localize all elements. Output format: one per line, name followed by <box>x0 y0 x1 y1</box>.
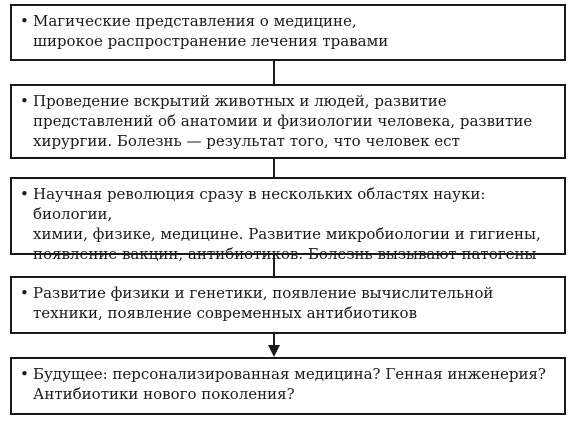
stage-box-scientific-revolution <box>10 177 566 263</box>
stage-box-future <box>10 357 566 415</box>
stage-text: Будущее: персонализированная медицина? Генная инженерия? Антибиотики нового поколения? <box>33 365 546 403</box>
arrow-head-down <box>268 345 280 357</box>
bullet-marker: • <box>20 12 29 30</box>
stage-text: Развитие физики и генетики, появление вычислительной техники, появление современных антибиотиков <box>33 284 494 322</box>
stage-text: Магические представления о медицине, широкое распространение лечения травами <box>33 12 389 50</box>
bullet-marker: • <box>20 284 29 302</box>
stage-text: Проведение вскрытий животных и людей, развитие представлений об анатомии и физиологии человека, развитие хирургии. Болезнь — результат того, что человек ест <box>33 92 533 150</box>
stage-box-anatomy-surgery <box>10 84 566 159</box>
bullet-marker: • <box>20 185 29 203</box>
stage-box-magic-medicine <box>10 4 566 61</box>
stage-box-physics-genetics <box>10 276 566 334</box>
stage-text: Научная революция сразу в нескольких областях науки: биологии, химии, физике, медицине. Развитие микробиологии и гигиены, появление вакцин, антибиотиков. Болезнь вызывают патогены <box>33 185 541 263</box>
bullet-marker: • <box>20 365 29 383</box>
bullet-marker: • <box>20 92 29 110</box>
